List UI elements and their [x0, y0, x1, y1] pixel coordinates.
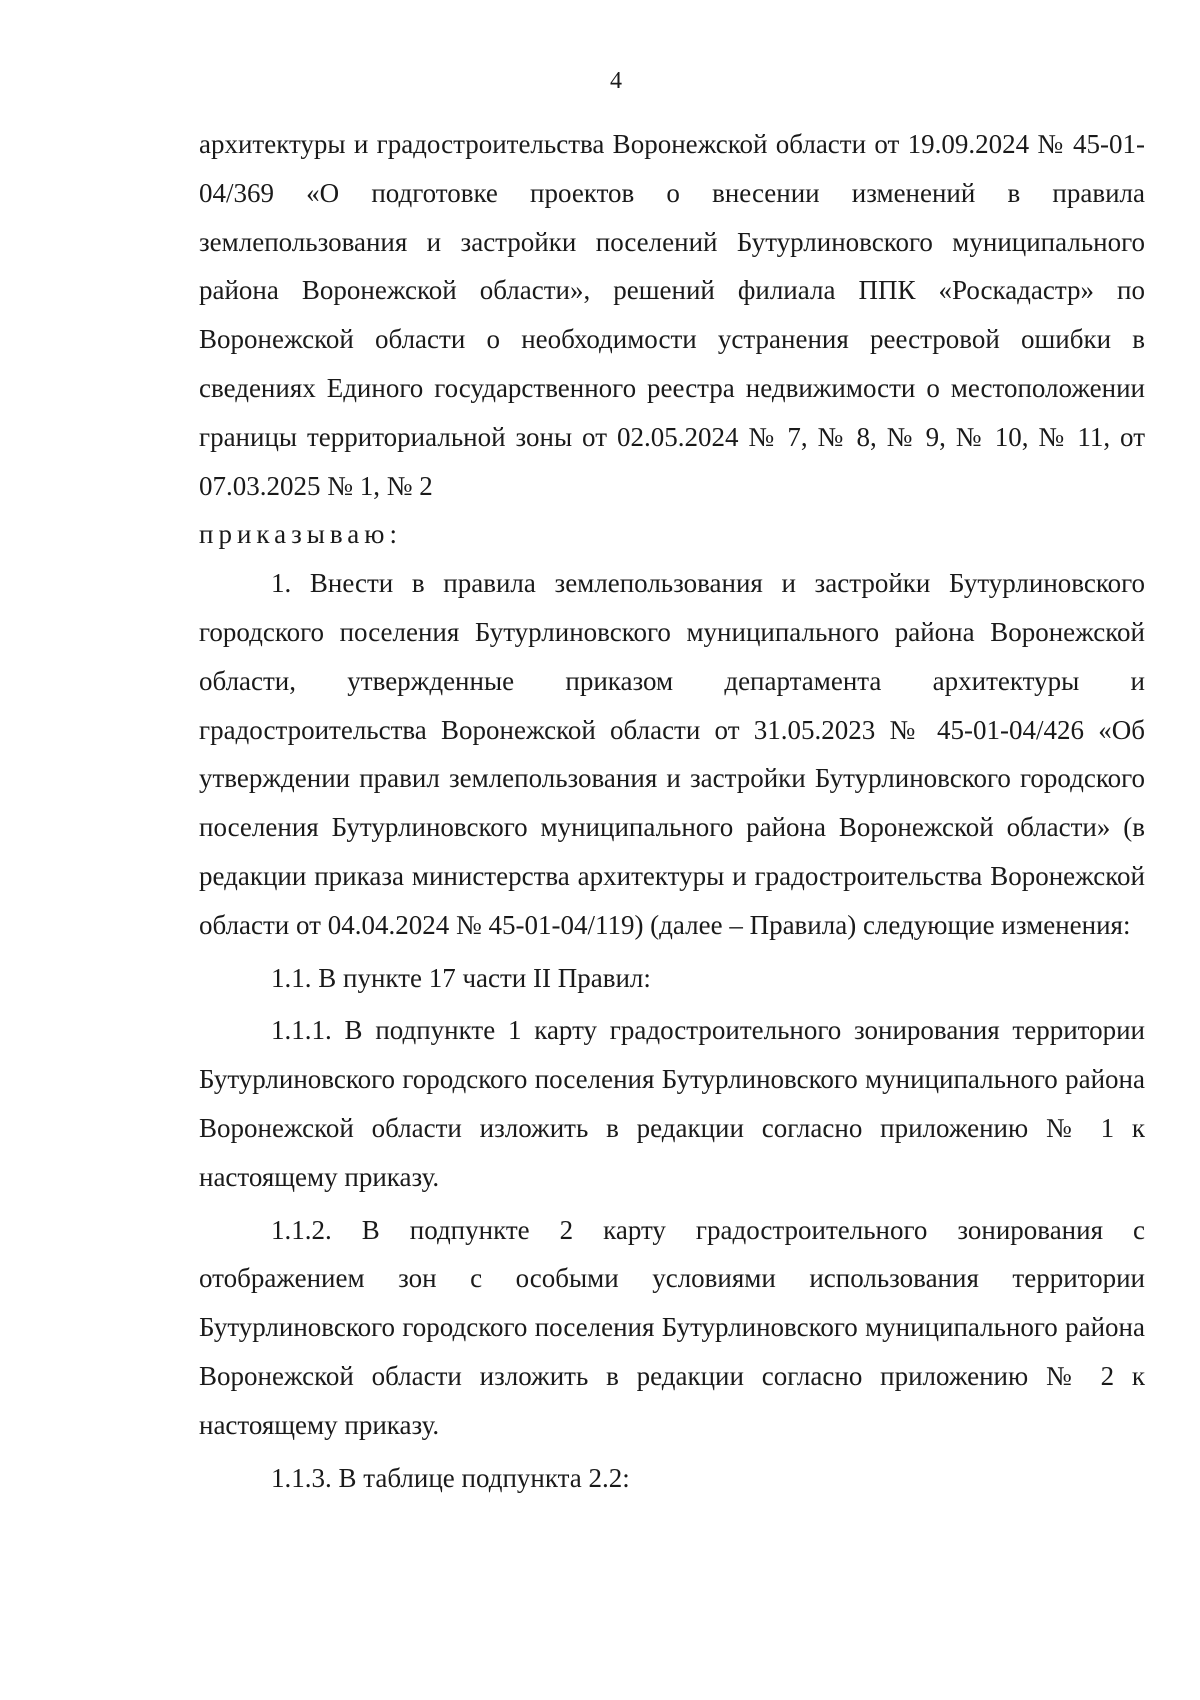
- paragraph-item-1-1: 1.1. В пункте 17 части II Правил:: [271, 962, 651, 993]
- paragraph-preamble: архитектуры и градостроительства Воронежской области от 19.09.2024 № 45-01-04/369 «О подготовке проектов о внесении изменений в правила землепользования и застройки поселений Бутурлиновского муниципального района Воронежской области», решений филиала ППК «Роскадастр» по Воронежской области о необходимости устранения реестровой ошибки в сведениях Единого государственного реестра недвижимости о местоположении границы территориальной зоны от 02.05.2024 № 7, № 8, № 9, № 10, № 11, от 07.03.2025 № 1, № 2: [199, 129, 1145, 501]
- paragraph-item-1-1-2: 1.1.2. В подпункте 2 карту градостроительного зонирования с отображением зон с особыми условиями использования территории Бутурлиновского городского поселения Бутурлиновского муниципального района Воронежской области изложить в редакции согласно приложению № 2 к настоящему приказу.: [199, 1214, 1145, 1440]
- order-word: приказываю:: [199, 519, 402, 550]
- paragraph-item-1-1-3: 1.1.3. В таблице подпункта 2.2:: [271, 1462, 630, 1493]
- paragraph-item-1: 1. Внести в правила землепользования и застройки Бутурлиновского городского поселения Бутурлиновского муниципального района Воронежской области, утвержденные приказом департамента архитектуры и градостроительства Воронежской области от 31.05.2023 № 45-01-04/426 «Об утверждении правил землепользования и застройки Бутурлиновского городского поселения Бутурлиновского муниципального района Воронежской области» (в редакции приказа министерства архитектуры и градостроительства Воронежской области от 04.04.2024 № 45-01-04/119) (далее – Правила) следующие изменения:: [199, 568, 1145, 940]
- page-number: 4: [610, 68, 622, 94]
- document-body: [199, 120, 1145, 1502]
- paragraph-item-1-1-1: 1.1.1. В подпункте 1 карту градостроительного зонирования территории Бутурлиновского городского поселения Бутурлиновского муниципального района Воронежской области изложить в редакции согласно приложению № 1 к настоящему приказу.: [199, 1015, 1145, 1192]
